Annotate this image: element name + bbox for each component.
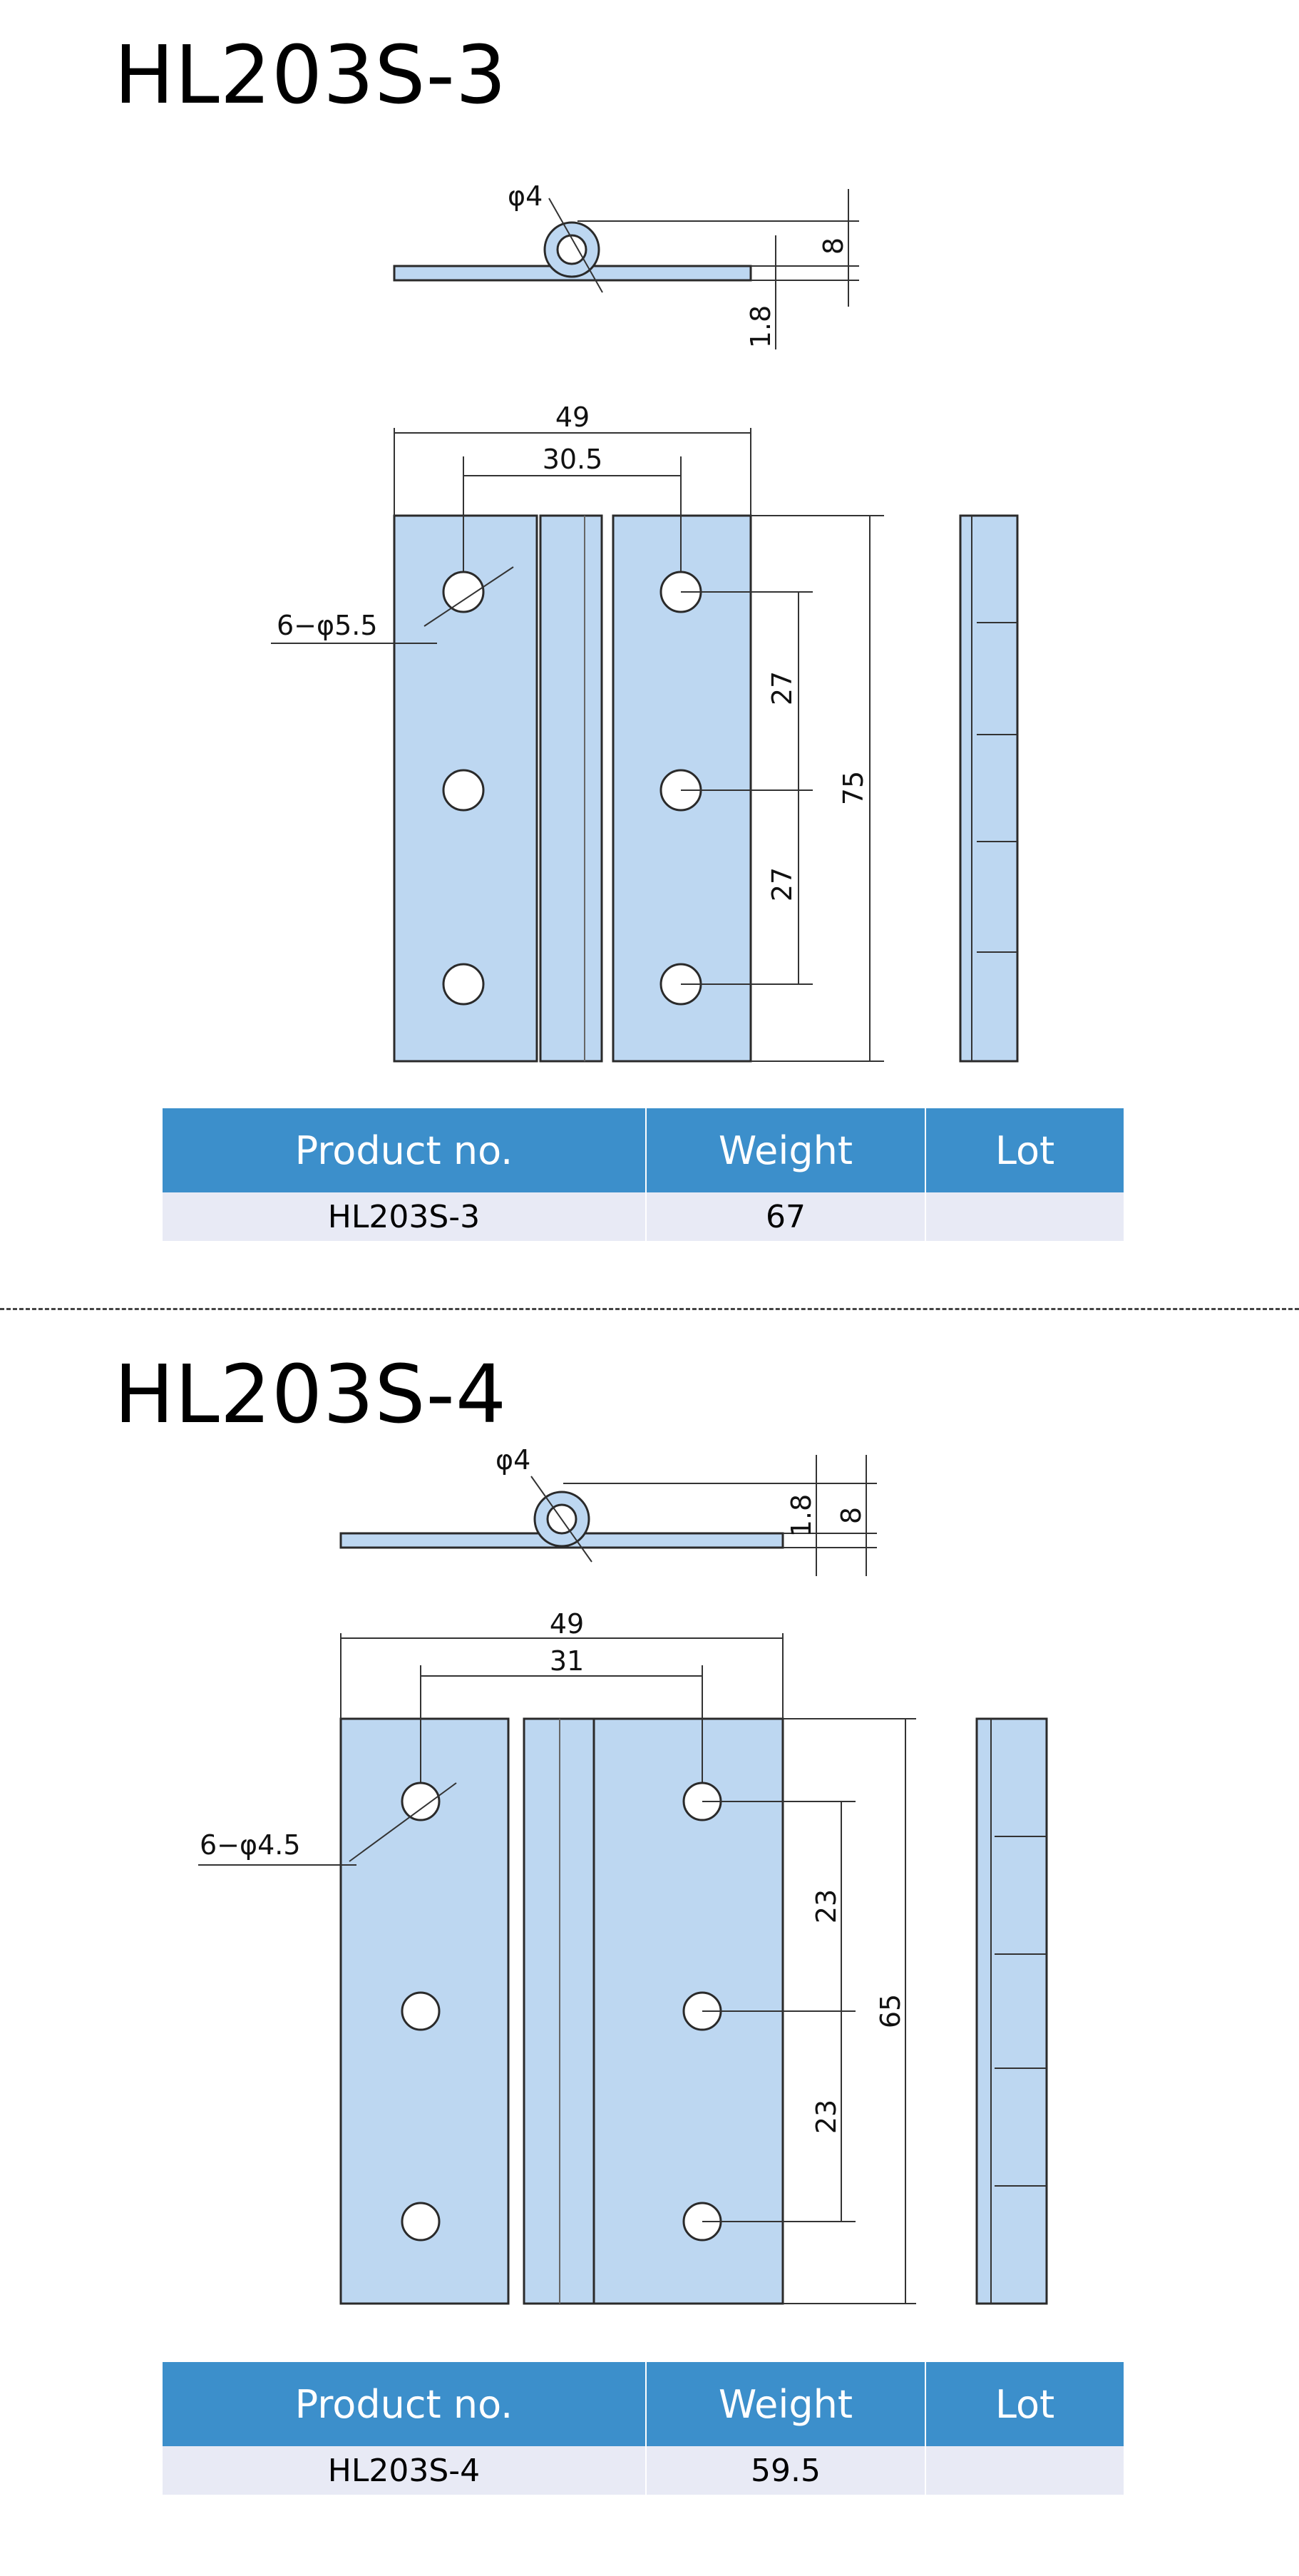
header-weight: Weight <box>646 2362 925 2446</box>
front-view <box>271 402 884 1061</box>
table-row <box>163 2446 1124 2495</box>
spec-table-2 <box>163 2362 1124 2495</box>
technical-drawing-hl203s-3 <box>0 0 1299 1113</box>
product-title-1: HL203S-3 <box>114 29 508 122</box>
header-weight: Weight <box>646 1108 925 1192</box>
top-view <box>394 180 859 349</box>
cell-product-no: HL203S-4 <box>163 2446 646 2495</box>
hole-spacing-label: 30.5 <box>542 444 603 475</box>
holes-label: 6−φ4.5 <box>200 1829 301 1861</box>
front-view <box>198 1608 916 2304</box>
pin-diameter-label: φ4 <box>508 180 543 212</box>
hole-pitch-1-label: 27 <box>766 670 798 706</box>
spec-table-1 <box>163 1108 1124 1241</box>
header-lot: Lot <box>925 2362 1124 2446</box>
cell-weight: 67 <box>646 1192 925 1241</box>
hole-pitch-2-label: 27 <box>766 867 798 902</box>
hole-spacing-label: 31 <box>549 1645 585 1677</box>
overall-width-label: 49 <box>549 1608 585 1640</box>
table-row <box>163 1192 1124 1241</box>
technical-drawing-hl203s-4 <box>0 1419 1299 2368</box>
cell-lot <box>925 1192 1124 1241</box>
pin-diameter-label: φ4 <box>496 1444 531 1476</box>
header-lot: Lot <box>925 1108 1124 1192</box>
cell-lot <box>925 2446 1124 2495</box>
overall-width-label: 49 <box>555 402 590 433</box>
hole-pitch-1-label: 23 <box>811 1888 842 1924</box>
top-view <box>341 1444 877 1576</box>
side-view <box>977 1719 1047 2304</box>
holes-label: 6−φ5.5 <box>277 610 378 641</box>
product-title-2: HL203S-4 <box>114 1349 508 1441</box>
hole-pitch-2-label: 23 <box>811 2099 842 2135</box>
knuckle-height-label: 8 <box>818 237 849 255</box>
header-product-no: Product no. <box>163 1108 646 1192</box>
side-view <box>960 516 1017 1061</box>
overall-height-label: 75 <box>838 770 869 806</box>
knuckle-height-label: 8 <box>836 1506 867 1525</box>
thickness-label: 1.8 <box>745 305 776 349</box>
thickness-label: 1.8 <box>786 1493 817 1538</box>
overall-height-label: 65 <box>875 1993 906 2029</box>
section-divider <box>0 1308 1299 1310</box>
header-product-no: Product no. <box>163 2362 646 2446</box>
cell-product-no: HL203S-3 <box>163 1192 646 1241</box>
cell-weight: 59.5 <box>646 2446 925 2495</box>
